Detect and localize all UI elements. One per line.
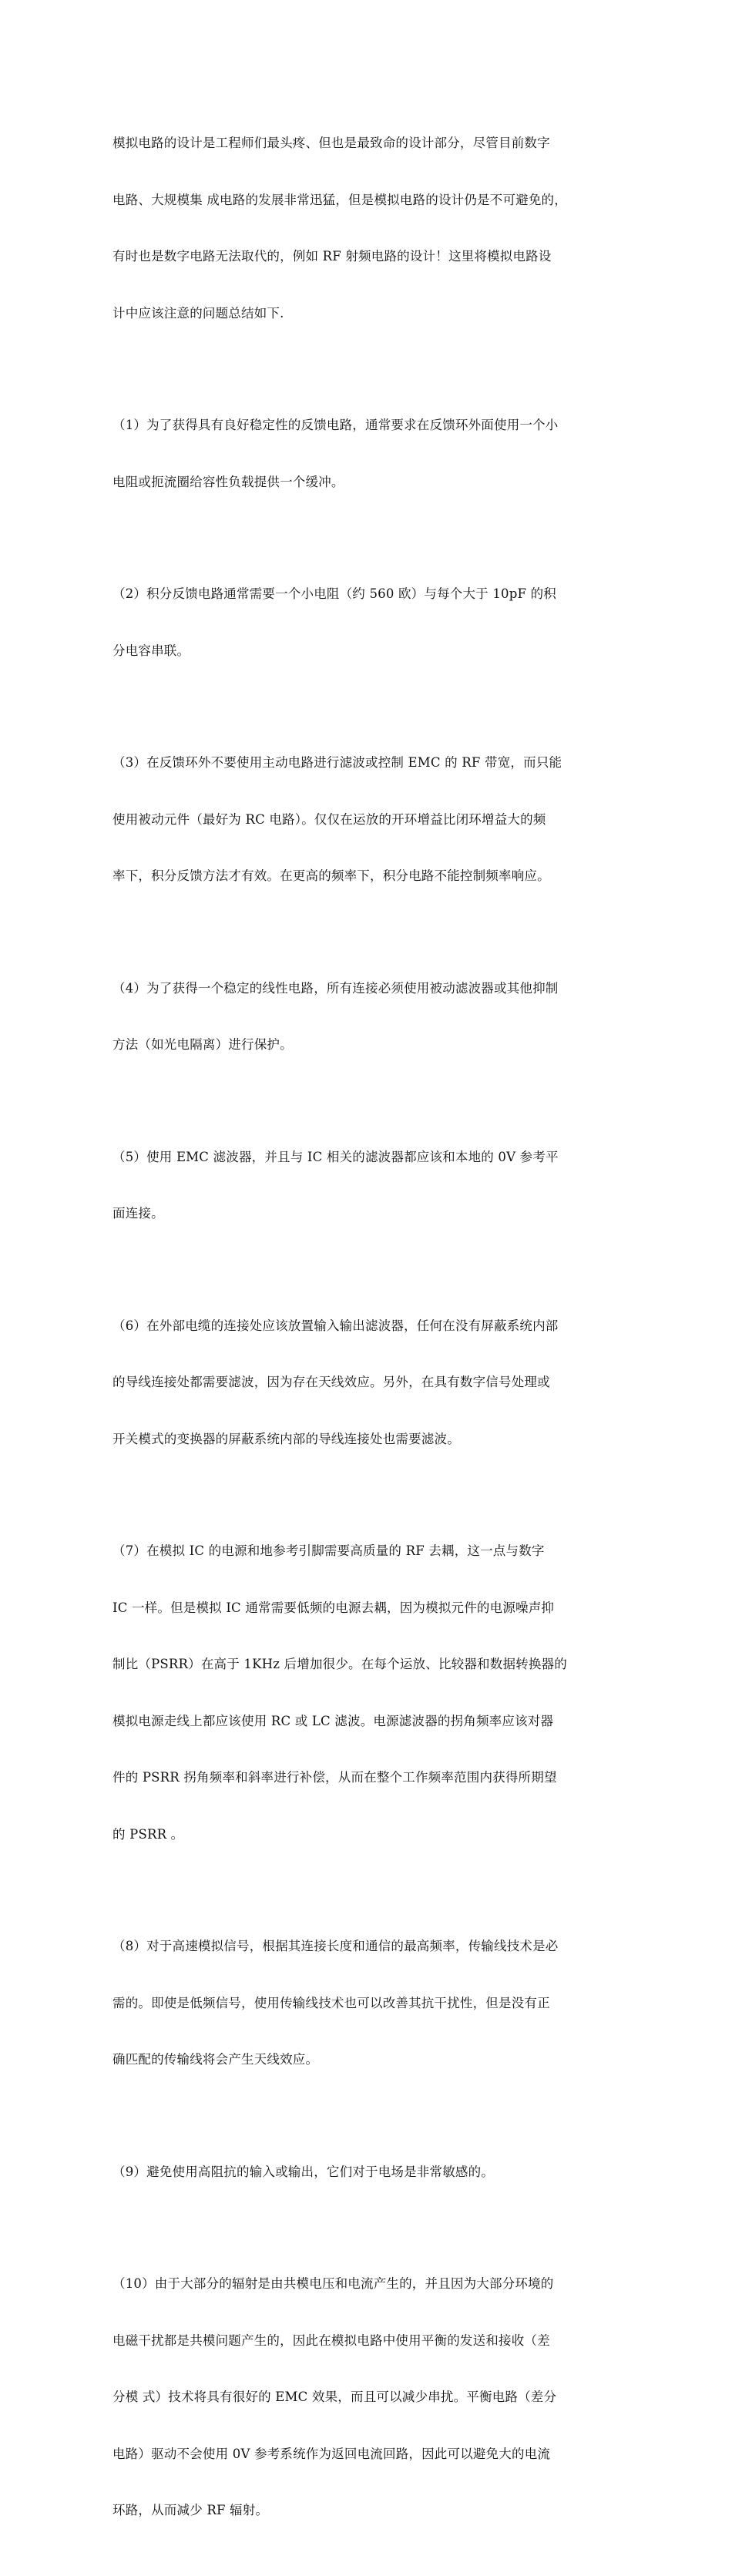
paragraph-item-4 [112,942,630,1093]
paragraph-item-10 [112,2237,630,2558]
text-line: （8）对于高速模拟信号，根据其连接长度和通信的最高频率，传输线技术是必 [112,1939,559,1953]
text-line: 电磁干扰都是共模问题产生的，因此在模拟电路中使用平衡的发送和接收（差 [112,2333,550,2348]
text-line: 件的 PSRR 拐角频率和斜率进行补偿，从而在整个工作频率范围内获得所期望 [112,1770,557,1785]
paragraph-item-2 [112,547,630,698]
text-line: （2）积分反馈电路通常需要一个小电阻（约 560 欧）与每个大于 10pF 的积 [112,586,556,601]
text-line: 方法（如光电隔离）进行保护。 [112,1037,293,1052]
text-line: （9）避免使用高阻抗的输入或输出，它们对于电场是非常敏感的。 [112,2164,494,2179]
text-line: 电路、大规模集 成电路的发展非常迅猛，但是模拟电路的设计仍是不可避免的， [112,192,567,207]
text-line: （3）在反馈环外不要使用主动电路进行滤波或控制 EMC 的 RF 带宽，而只能 [112,755,562,770]
text-line: 计中应该注意的问题总结如下. [112,305,284,321]
text-line: （10）由于大部分的辐射是由共模电压和电流产生的，并且因为大部分环境的 [112,2276,554,2291]
text-line: 需的。即使是低频信号，使用传输线技术也可以改善其抗干扰性，但是没有正 [112,1995,550,2010]
paragraph-item-7 [112,1504,630,1882]
text-line: 有时也是数字电路无法取代的，例如 RF 射频电路的设计！这里将模拟电路设 [112,249,552,264]
text-line: （7）在模拟 IC 的电源和地参考引脚需要高质量的 RF 去耦，这一点与数字 [112,1543,545,1558]
text-line: 制比（PSRR）在高于 1KHz 后增加很少。在每个运放、比较器和数据转换器的 [112,1657,567,1671]
text-line: 的导线连接处都需要滤波，因为存在天线效应。另外，在具有数字信号处理或 [112,1375,550,1389]
paragraph-item-9 [112,2125,630,2220]
text-line: IC 一样。但是模拟 IC 通常需要低频的电源去耦，因为模拟元件的电源噪声抑 [112,1600,555,1615]
text-line: 的 PSRR 。 [112,1826,184,1842]
paragraph-item-6 [112,1279,630,1487]
text-line: 电路）驱动不会使用 0V 参考系统作为返回电流回路，因此可以避免大的电流 [112,2446,551,2461]
text-line: 模拟电路的设计是工程师们最头疼、但也是最致命的设计部分，尽管目前数字 [112,136,550,150]
text-line: 开关模式的变换器的屏蔽系统内部的导线连接处也需要滤波。 [112,1431,460,1446]
text-line: （1）为了获得具有良好稳定性的反馈电路，通常要求在反馈环外面使用一个小 [112,418,559,432]
text-line: 面连接。 [112,1206,164,1221]
paragraph-item-5 [112,1110,630,1261]
paragraph-intro [112,96,630,361]
text-line: 确匹配的传输线将会产生天线效应。 [112,2052,319,2067]
text-line: 电阻或扼流圈给容性负载提供一个缓冲。 [112,474,344,489]
text-line: 率下，积分反馈方法才有效。在更高的频率下，积分电路不能控制频率响应。 [112,868,550,883]
text-line: 分模 式）技术将具有很好的 EMC 效果，而且可以减少串扰。平衡电路（差分 [112,2390,557,2404]
text-line: 环路，从而减少 RF 辐射。 [112,2503,269,2517]
text-line: 模拟电源走线上都应该使用 RC 或 LC 滤波。电源滤波器的拐角频率应该对器 [112,1713,554,1728]
paragraph-item-3 [112,716,630,924]
text-line: （4）为了获得一个稳定的线性电路，所有连接必须使用被动滤波器或其他抑制 [112,980,559,996]
text-line: （6）在外部电缆的连接处应该放置输入输出滤波器，任何在没有屏蔽系统内部 [112,1318,559,1333]
text-line: 分电容串联。 [112,643,190,658]
paragraph-item-1 [112,378,630,529]
text-line: （5）使用 EMC 滤波器，并且与 IC 相关的滤波器都应该和本地的 0V 参考平 [112,1149,559,1164]
paragraph-item-8 [112,1899,630,2107]
text-line: 使用被动元件（最好为 RC 电路）。仅仅在运放的开环增益比闭环增益大的频 [112,811,546,827]
document-body [112,96,630,2576]
